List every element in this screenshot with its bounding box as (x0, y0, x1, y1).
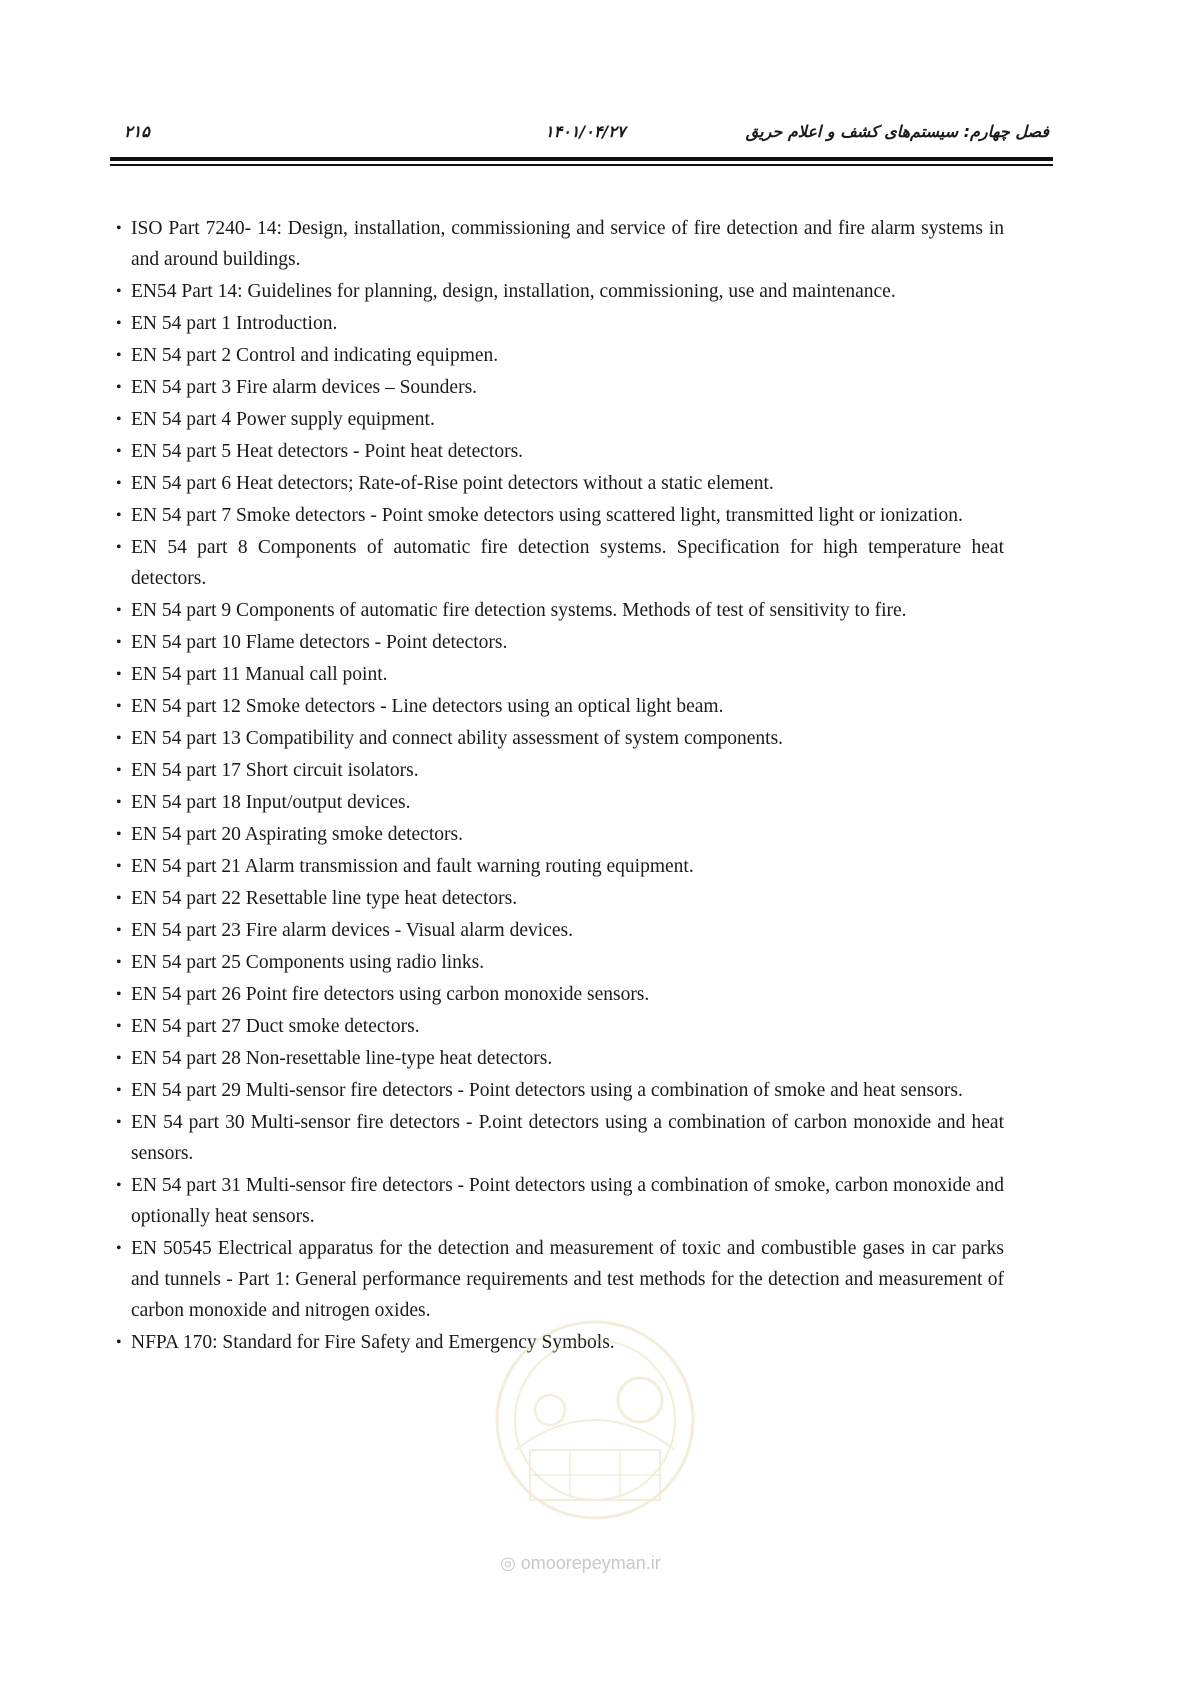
bullet-icon: • (116, 890, 122, 907)
watermark-text: ◎ omoorepeyman.ir (500, 1553, 661, 1573)
list-item (116, 627, 1004, 658)
list-item-text: EN 54 part 26 Point fire detectors using carbon monoxide sensors. (131, 984, 650, 1005)
list-item-text: EN 54 part 6 Heat detectors; Rate-of-Rise point detectors without a static element. (131, 473, 774, 494)
list-item (116, 1075, 1004, 1106)
list-item-text: EN 54 part 31 Multi-sensor fire detectors - Point detectors using a combination of smoke, carbon monoxide and optionally heat sensors. (131, 1175, 1004, 1227)
bullet-icon: • (116, 1114, 122, 1131)
list-item-text: EN 54 part 8 Components of automatic fire detection systems. Specification for high temperature heat detectors. (131, 537, 1004, 589)
list-item-text: EN 54 part 25 Components using radio links. (131, 952, 485, 973)
list-item-text: EN 54 part 29 Multi-sensor fire detectors - Point detectors using a combination of smoke and heat sensors. (131, 1080, 963, 1101)
bullet-icon: • (116, 634, 122, 651)
list-item (116, 979, 1004, 1010)
list-item-text: EN 54 part 30 Multi-sensor fire detectors - P.oint detectors using a combination of carbon monoxide and heat sensors. (131, 1112, 1004, 1164)
list-item-text: EN 54 part 5 Heat detectors - Point heat detectors. (131, 441, 524, 462)
watermark-seal-icon (490, 1300, 700, 1560)
list-item (116, 915, 1004, 946)
list-item-text: EN 54 part 2 Control and indicating equipmen. (131, 345, 499, 366)
list-item (116, 947, 1004, 978)
bullet-icon: • (116, 507, 122, 524)
bullet-icon: • (116, 411, 122, 428)
standards-list (116, 213, 1004, 1358)
bullet-icon: • (116, 1240, 122, 1257)
bullet-icon: • (116, 698, 122, 715)
bullet-icon: • (116, 539, 122, 556)
list-item-text: EN 54 part 4 Power supply equipment. (131, 409, 435, 430)
list-item-text: EN 54 part 9 Components of automatic fire detection systems. Methods of test of sensitivity to fire. (131, 600, 907, 621)
list-item-text: EN 54 part 20 Aspirating smoke detectors. (131, 824, 463, 845)
list-item-text: EN 54 part 12 Smoke detectors - Line detectors using an optical light beam. (131, 696, 724, 717)
bullet-icon: • (116, 1177, 122, 1194)
list-item (116, 819, 1004, 850)
bullet-icon: • (116, 1334, 122, 1351)
list-item (116, 595, 1004, 626)
list-item (116, 372, 1004, 403)
bullet-icon: • (116, 858, 122, 875)
list-item (116, 1011, 1004, 1042)
list-item (116, 1170, 1004, 1232)
list-item (116, 468, 1004, 499)
bullet-icon: • (116, 730, 122, 747)
bullet-icon: • (116, 602, 122, 619)
list-item (116, 659, 1004, 690)
list-item (116, 276, 1004, 307)
list-item (116, 691, 1004, 722)
list-item (116, 851, 1004, 882)
bullet-icon: • (116, 954, 122, 971)
header-rule-thin (110, 164, 1053, 166)
page-body (116, 213, 1004, 1359)
page-header (110, 122, 1053, 146)
list-item-text: EN 54 part 18 Input/output devices. (131, 792, 411, 813)
list-item (116, 340, 1004, 371)
bullet-icon: • (116, 379, 122, 396)
list-item (116, 532, 1004, 594)
bullet-icon: • (116, 443, 122, 460)
list-item-text: NFPA 170: Standard for Fire Safety and Emergency Symbols. (131, 1332, 615, 1353)
list-item (116, 883, 1004, 914)
list-item-text: EN 50545 Electrical apparatus for the detection and measurement of toxic and combustible gases in car parks and tunnels - Part 1: General performance requirements and test methods for the detection and measurement of carbon monoxide and nitrogen oxides. (131, 1238, 1004, 1321)
list-item (116, 1107, 1004, 1169)
header-date: ۱۴۰۱/۰۴/۲۷ (545, 122, 626, 141)
list-item-text: EN 54 part 27 Duct smoke detectors. (131, 1016, 420, 1037)
list-item-text: ISO Part 7240- 14: Design, installation, commissioning and service of fire detection and fire alarm systems in and around buildings. (131, 218, 1004, 270)
chapter-title: فصل چهارم: سیستم‌های کشف و اعلام حریق (745, 122, 1049, 141)
bullet-icon: • (116, 826, 122, 843)
list-item (116, 723, 1004, 754)
list-item-text: EN 54 part 10 Flame detectors - Point detectors. (131, 632, 508, 653)
page-number: ۲۱۵ (124, 122, 150, 141)
bullet-icon: • (116, 1018, 122, 1035)
bullet-icon: • (116, 922, 122, 939)
bullet-icon: • (116, 475, 122, 492)
list-item (116, 213, 1004, 275)
bullet-icon: • (116, 666, 122, 683)
list-item-text: EN54 Part 14: Guidelines for planning, design, installation, commissioning, use and maintenance. (131, 281, 896, 302)
list-item-text: EN 54 part 22 Resettable line type heat detectors. (131, 888, 518, 909)
list-item (116, 787, 1004, 818)
bullet-icon: • (116, 794, 122, 811)
list-item (116, 436, 1004, 467)
list-item (116, 1043, 1004, 1074)
list-item-text: EN 54 part 7 Smoke detectors - Point smoke detectors using scattered light, transmitted light or ionization. (131, 505, 963, 526)
list-item-text: EN 54 part 17 Short circuit isolators. (131, 760, 419, 781)
header-rule-thick (110, 157, 1053, 161)
bullet-icon: • (116, 315, 122, 332)
list-item-text: EN 54 part 3 Fire alarm devices – Sounders. (131, 377, 478, 398)
list-item (116, 404, 1004, 435)
list-item (116, 755, 1004, 786)
list-item-text: EN 54 part 21 Alarm transmission and fault warning routing equipment. (131, 856, 694, 877)
bullet-icon: • (116, 986, 122, 1003)
list-item-text: EN 54 part 13 Compatibility and connect ability assessment of system components. (131, 728, 784, 749)
bullet-icon: • (116, 220, 122, 237)
bullet-icon: • (116, 762, 122, 779)
watermark-site: omoorepeyman.ir (520, 1553, 661, 1573)
list-item-text: EN 54 part 11 Manual call point. (131, 664, 388, 685)
list-item-text: EN 54 part 28 Non-resettable line-type heat detectors. (131, 1048, 553, 1069)
bullet-icon: • (116, 347, 122, 364)
bullet-icon: • (116, 1050, 122, 1067)
bullet-icon: • (116, 283, 122, 300)
list-item (116, 308, 1004, 339)
list-item (116, 500, 1004, 531)
bullet-icon: • (116, 1082, 122, 1099)
list-item-text: EN 54 part 1 Introduction. (131, 313, 338, 334)
list-item-text: EN 54 part 23 Fire alarm devices - Visual alarm devices. (131, 920, 573, 941)
